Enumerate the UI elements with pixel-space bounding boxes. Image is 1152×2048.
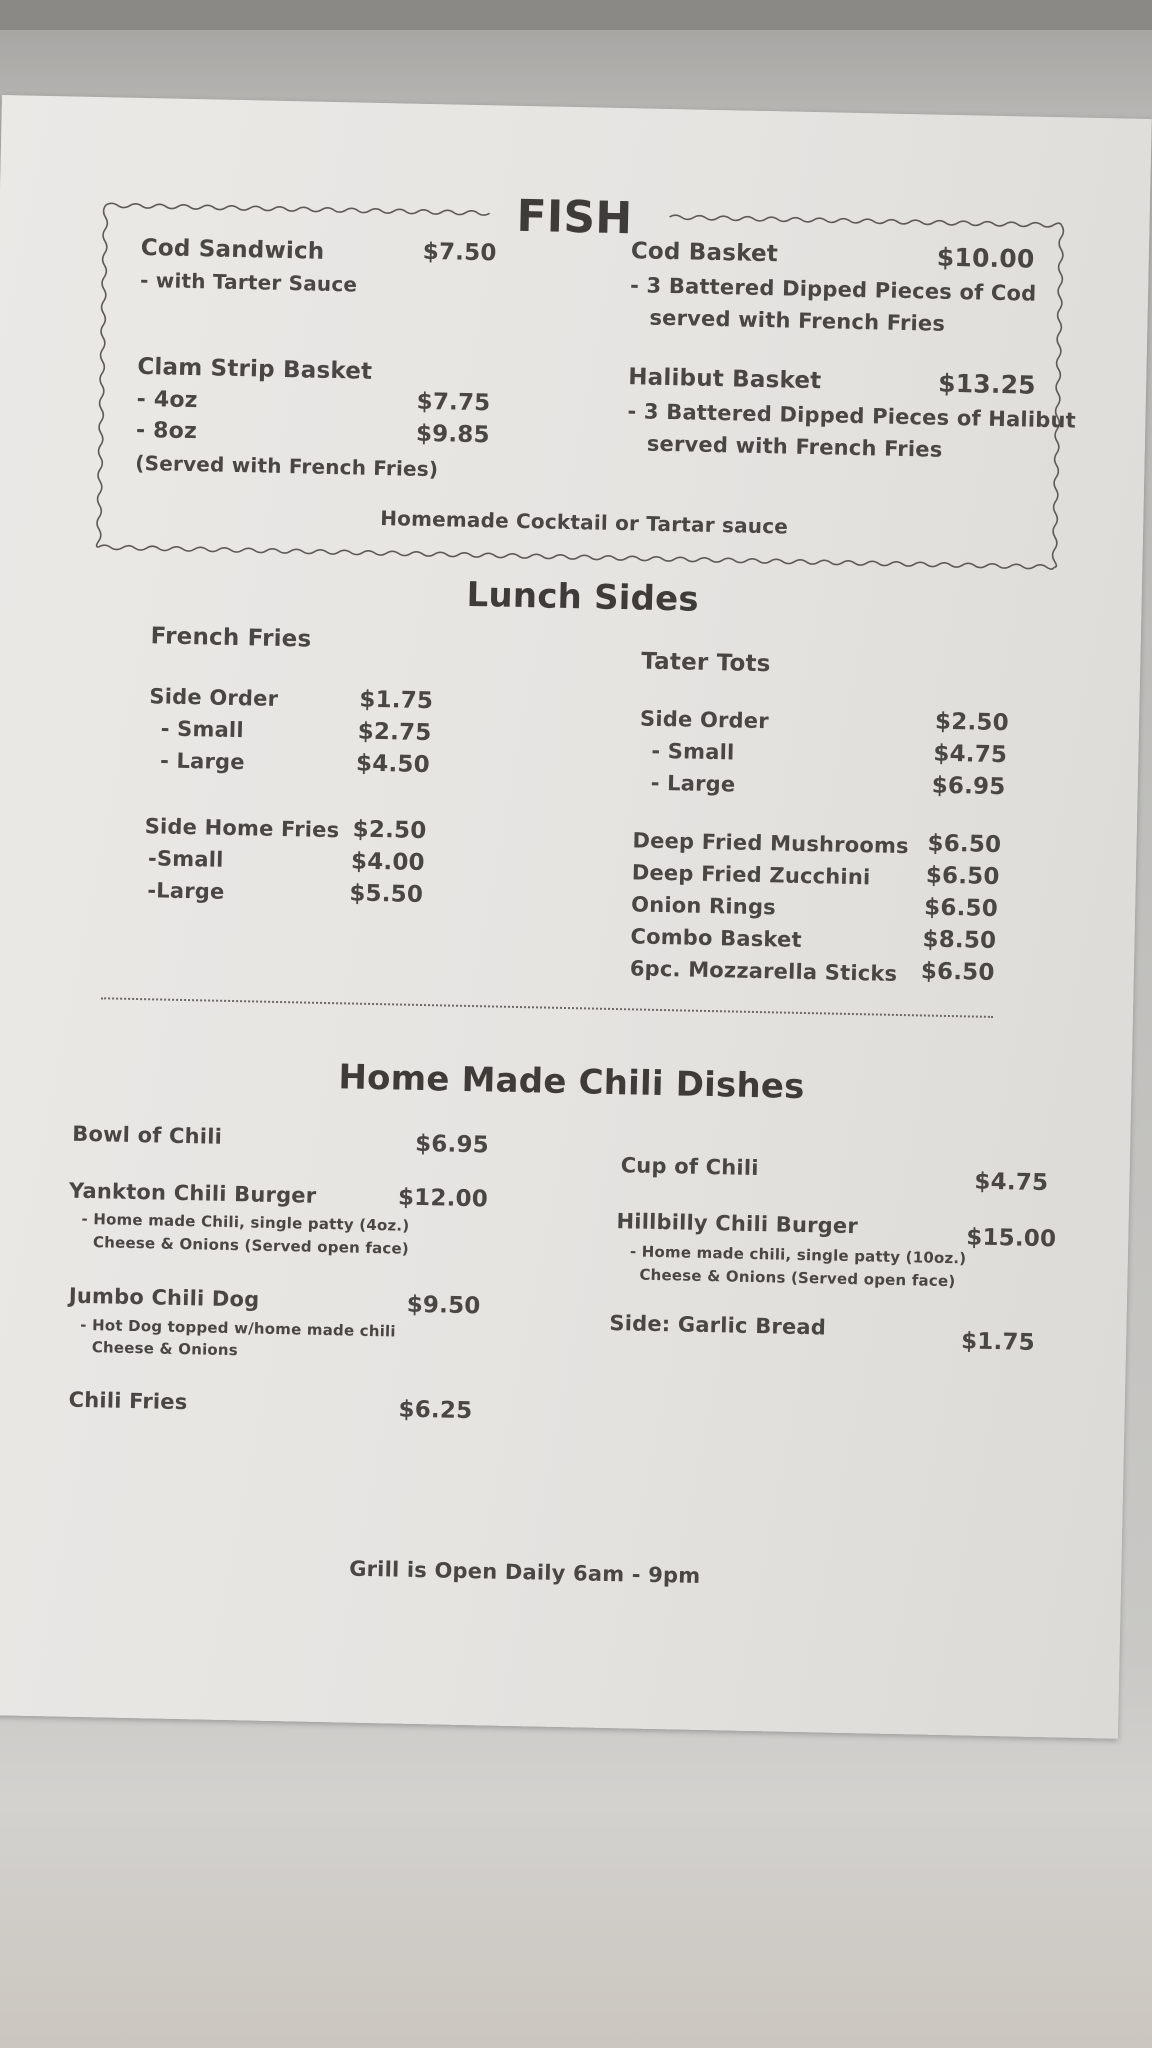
- ff-large: - Large: [159, 748, 245, 775]
- extra-item-name: Deep Fried Mushrooms: [632, 828, 910, 859]
- cod-sandwich-desc: - with Tarter Sauce: [139, 267, 358, 297]
- clam-strip-name: Clam Strip Basket: [137, 353, 373, 385]
- halibut-basket-desc2: served with French Fries: [646, 431, 943, 462]
- jumbo-chili-dog-price: $9.50: [406, 1291, 481, 1320]
- home-fries-small: -Small: [147, 846, 224, 872]
- extra-item-name: Combo Basket: [630, 924, 802, 952]
- jumbo-chili-dog-name: Jumbo Chili Dog: [68, 1283, 260, 1312]
- tater-tots-heading: Tater Tots: [641, 648, 771, 678]
- home-fries-name: Side Home Fries: [144, 814, 340, 843]
- jumbo-chili-dog-desc2: Cheese & Onions: [91, 1338, 239, 1360]
- clam-strip-price2: $9.85: [415, 420, 491, 449]
- cod-sandwich-name: Cod Sandwich: [140, 234, 325, 265]
- tt-small-price: $4.75: [933, 740, 1008, 769]
- extra-item-price: $6.50: [925, 862, 1000, 891]
- home-fries-large-price: $5.50: [349, 880, 424, 908]
- halibut-basket-name: Halibut Basket: [627, 364, 822, 395]
- fish-sauce-note: Homemade Cocktail or Tartar sauce: [379, 506, 789, 539]
- home-fries-large: -Large: [147, 878, 225, 904]
- extra-item-price: $6.50: [923, 894, 999, 923]
- cod-basket-desc1: - 3 Battered Dipped Pieces of Cod: [629, 273, 1037, 306]
- extra-item-price: $6.50: [927, 830, 1002, 859]
- ff-small: - Small: [160, 716, 245, 743]
- yankton-burger-price: $12.00: [397, 1184, 489, 1213]
- extra-item-name: Deep Fried Zucchini: [631, 860, 871, 890]
- home-fries-small-price: $4.00: [350, 848, 426, 877]
- garlic-bread-price: $1.75: [960, 1328, 1036, 1356]
- cup-of-chili-price: $4.75: [974, 1168, 1049, 1197]
- tt-small: - Small: [651, 738, 735, 765]
- ff-side-order-price: $1.75: [359, 686, 434, 715]
- extra-item-name: 6pc. Mozzarella Sticks: [629, 956, 898, 986]
- chili-title: Home Made Chili Dishes: [338, 1057, 805, 1108]
- fish-title: FISH: [516, 190, 633, 245]
- yankton-burger-name: Yankton Chili Burger: [68, 1178, 317, 1208]
- clam-strip-opt1: - 4oz: [136, 386, 198, 414]
- table-edge: [0, 0, 1152, 30]
- cod-basket-name: Cod Basket: [630, 238, 779, 268]
- tt-side-order-price: $2.50: [934, 708, 1010, 737]
- chili-fries-name: Chili Fries: [68, 1387, 188, 1415]
- garlic-bread-name: Side: Garlic Bread: [609, 1310, 827, 1340]
- menu-page: [0, 95, 1152, 1739]
- clam-strip-opt2: - 8oz: [135, 417, 198, 445]
- extra-item-price: $6.50: [920, 958, 995, 986]
- tt-large-price: $6.95: [931, 772, 1006, 801]
- halibut-basket-desc1: - 3 Battered Dipped Pieces of Halibut: [627, 399, 1077, 433]
- cup-of-chili-name: Cup of Chili: [620, 1153, 759, 1181]
- tt-large: - Large: [650, 770, 736, 797]
- clam-strip-note: (Served with French Fries): [135, 450, 439, 482]
- hillbilly-burger-desc1: - Home made chili, single patty (10oz.): [629, 1242, 967, 1268]
- yankton-burger-desc2: Cheese & Onions (Served open face): [92, 1233, 410, 1258]
- clam-strip-price1: $7.75: [416, 388, 491, 417]
- cod-sandwich-price: $7.50: [422, 238, 497, 267]
- lunch-sides-title: Lunch Sides: [466, 574, 700, 620]
- cod-basket-desc2: served with French Fries: [649, 305, 946, 336]
- yankton-burger-desc1: - Home made Chili, single patty (4oz.): [81, 1209, 410, 1235]
- bowl-of-chili-name: Bowl of Chili: [72, 1121, 223, 1149]
- chili-fries-price: $6.25: [398, 1396, 473, 1425]
- ff-large-price: $4.50: [355, 750, 431, 779]
- jumbo-chili-dog-desc1: - Hot Dog topped w/home made chili: [80, 1315, 396, 1341]
- tt-side-order: Side Order: [639, 706, 770, 734]
- home-fries-price: $2.50: [352, 816, 427, 845]
- hillbilly-burger-desc2: Cheese & Onions (Served open face): [639, 1265, 956, 1291]
- ff-small-price: $2.75: [357, 718, 432, 747]
- extra-item-price: $8.50: [922, 926, 997, 955]
- grill-hours: Grill is Open Daily 6am - 9pm: [348, 1556, 701, 1588]
- extra-item-name: Onion Rings: [630, 892, 777, 920]
- bowl-of-chili-price: $6.95: [414, 1130, 490, 1159]
- hillbilly-burger-name: Hillbilly Chili Burger: [616, 1209, 859, 1239]
- hillbilly-burger-price: $15.00: [966, 1224, 1057, 1253]
- cod-basket-price: $10.00: [936, 242, 1035, 274]
- ff-side-order: Side Order: [149, 684, 279, 711]
- section-divider: [101, 997, 993, 1018]
- halibut-basket-price: $13.25: [937, 368, 1037, 400]
- french-fries-heading: French Fries: [150, 623, 312, 653]
